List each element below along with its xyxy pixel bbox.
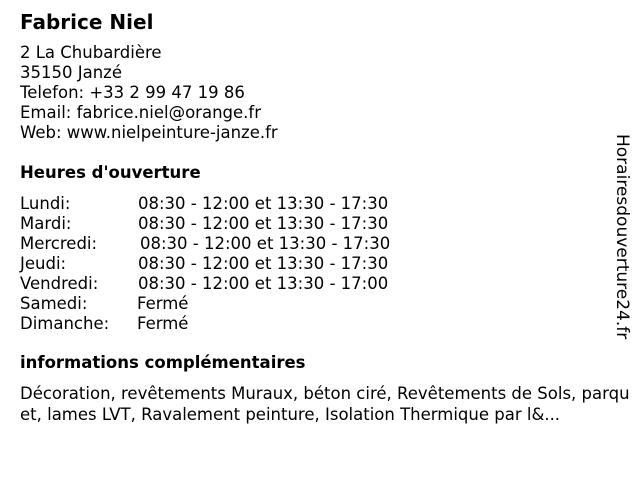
- time-range: Fermé: [137, 314, 189, 333]
- address-line-1: 2 La Chubardière: [20, 43, 162, 62]
- address-line-2: 35150 Janzé: [20, 63, 122, 82]
- contact-details: [20, 43, 278, 143]
- time-range: 08:30 - 12:00 et 13:30 - 17:30: [140, 234, 391, 253]
- additional-info-title: informations complémentaires: [20, 353, 306, 372]
- day-label: Lundi:: [20, 194, 71, 213]
- time-range: 08:30 - 12:00 et 13:30 - 17:30: [138, 254, 389, 273]
- day-label: Vendredi:: [20, 274, 99, 293]
- time-range: 08:30 - 12:00 et 13:30 - 17:30: [138, 214, 389, 233]
- time-range: 08:30 - 12:00 et 13:30 - 17:00: [138, 274, 389, 293]
- phone-number: Telefon: +33 2 99 47 19 86: [20, 83, 245, 102]
- hours-row-tuesday: [20, 214, 440, 234]
- business-name: Fabrice Niel: [20, 10, 154, 34]
- hours-row-wednesday: [20, 234, 440, 254]
- day-label: Dimanche:: [20, 314, 110, 333]
- hours-row-thursday: [20, 254, 440, 274]
- day-label: Samedi:: [20, 294, 88, 313]
- email-address: Email: fabrice.niel@orange.fr: [20, 103, 261, 122]
- watermark-text: Horairesdouverture24.fr: [612, 134, 632, 340]
- day-label: Jeudi:: [20, 254, 67, 273]
- time-range: 08:30 - 12:00 et 13:30 - 17:30: [138, 194, 389, 213]
- website: Web: www.nielpeinture-janze.fr: [20, 123, 278, 142]
- day-label: Mardi:: [20, 214, 72, 233]
- opening-hours-table: [20, 194, 440, 334]
- hours-row-saturday: [20, 294, 440, 314]
- hours-row-sunday: [20, 314, 440, 334]
- hours-row-friday: [20, 274, 440, 294]
- time-range: Fermé: [137, 294, 189, 313]
- additional-info-text: Décoration, revêtements Muraux, béton ciré, Revêtements de Sols, parquet, lames LVT, Ravalement peinture, Isolation Thermique par l&...: [20, 384, 630, 424]
- day-label: Mercredi:: [20, 234, 98, 253]
- opening-hours-title: Heures d'ouverture: [20, 163, 201, 182]
- hours-row-monday: [20, 194, 440, 214]
